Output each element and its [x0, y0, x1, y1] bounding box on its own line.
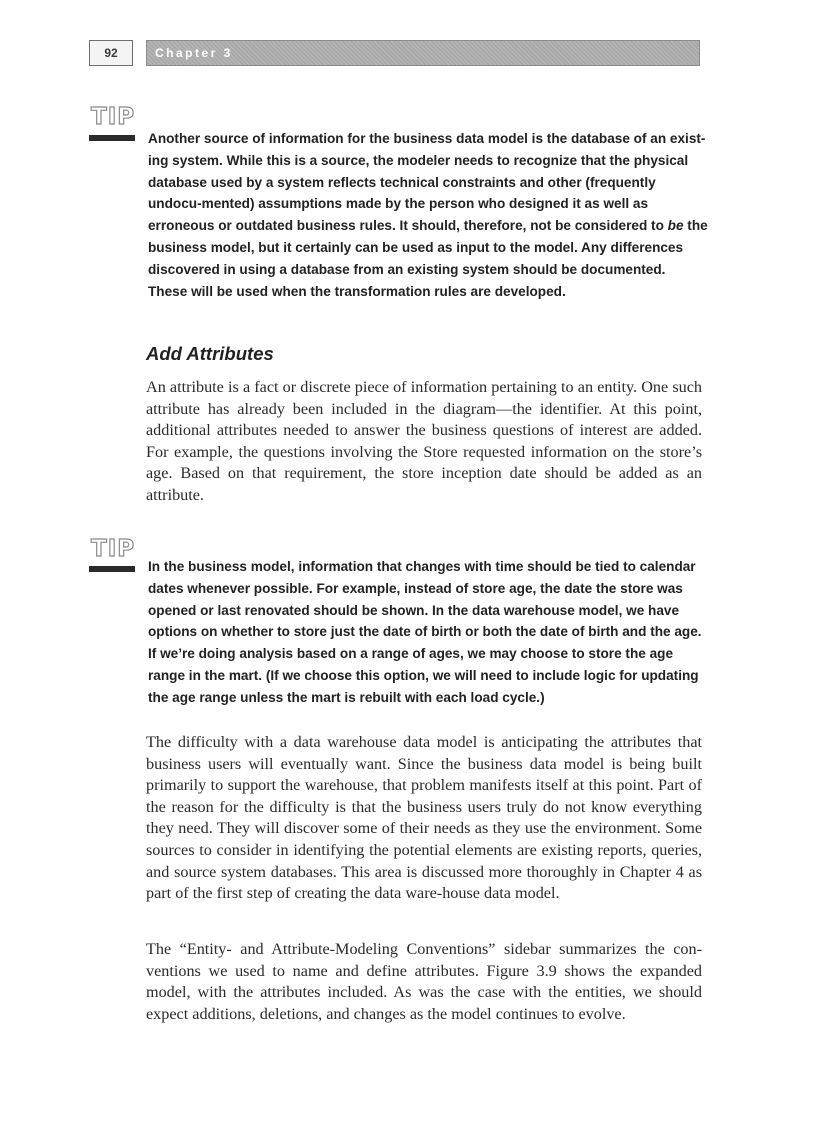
tip-label: TIP [91, 104, 136, 130]
body-paragraph: The difficulty with a data warehouse data model is anticipating the attributes that business users will eventually want. Since the business data model is being built primarily to support the warehouse, that problem manifests itself at this point. Part of the reason for the difficulty is that the business users truly do not know everything they need. They will discover some of their needs as they use the environment. Some sources to consider in identifying the potential elements are existing reports, queries, and source system databases. This area is discussed more thoroughly in Chapter 4 as part of the first step of creating the data ware-house data model. [146, 733, 702, 903]
tip-text: In the business model, information that changes with time should be tied to calendar dates whenever possible. For example, instead of store age, the date the store was opened or last renovated should be shown. In the data warehouse model, we have options on whether to store just the date of birth or both the date of birth and the age. If we’re doing analysis based on a range of ages, we may choose to store the age range in the mart. (If we choose this option, we will need to include logic for updating the age range unless the mart is rebuilt with each load cycle.) [148, 559, 702, 705]
tip-text-emphasis: be [667, 218, 684, 234]
running-header [89, 40, 700, 66]
body-paragraph: The “Entity- and Attribute-Modeling Conventions” sidebar summarizes the con-ventions we used to name and define attributes. Figure 3.9 shows the expanded model, with the attributes included. As was the case with the entities, we should expect additions, deletions, and changes as the model continues to evolve. [146, 940, 702, 1023]
tip-text-part: Another source of information for the business data model is the database of an exist-ing system. While this is a source, the modeler needs to recognize that the physical database used by a system reflects technical constraints and other (frequently undocu-mented) assumptions made by the person who designed it as well as erroneous or outdated business rules. It should, therefore, not be considered to [148, 131, 706, 234]
body-paragraph: An attribute is a fact or discrete piece of information pertaining to an entity. One such attribute has already been included in the diagram—the identifier. At this point, additional attributes needed to answer the business questions of interest are added. For example, the questions involving the Store requested information on the store’s age. Based on that requirement, the store inception date should be added as an attribute. [146, 378, 702, 504]
section-heading: Add Attributes [146, 343, 274, 364]
tip-label: TIP [91, 536, 136, 562]
chapter-label: Chapter 3 [146, 40, 700, 66]
tip-text [148, 128, 708, 302]
tip-rule [89, 135, 135, 141]
tip-rule [89, 566, 135, 572]
tip-text-part: the business model, but it certainly can be used as input to the model. Any differences discovered in using a database from an existing system should be documented. These will be used when the transformation rules are developed. [148, 218, 708, 299]
page-number: 92 [89, 40, 133, 66]
